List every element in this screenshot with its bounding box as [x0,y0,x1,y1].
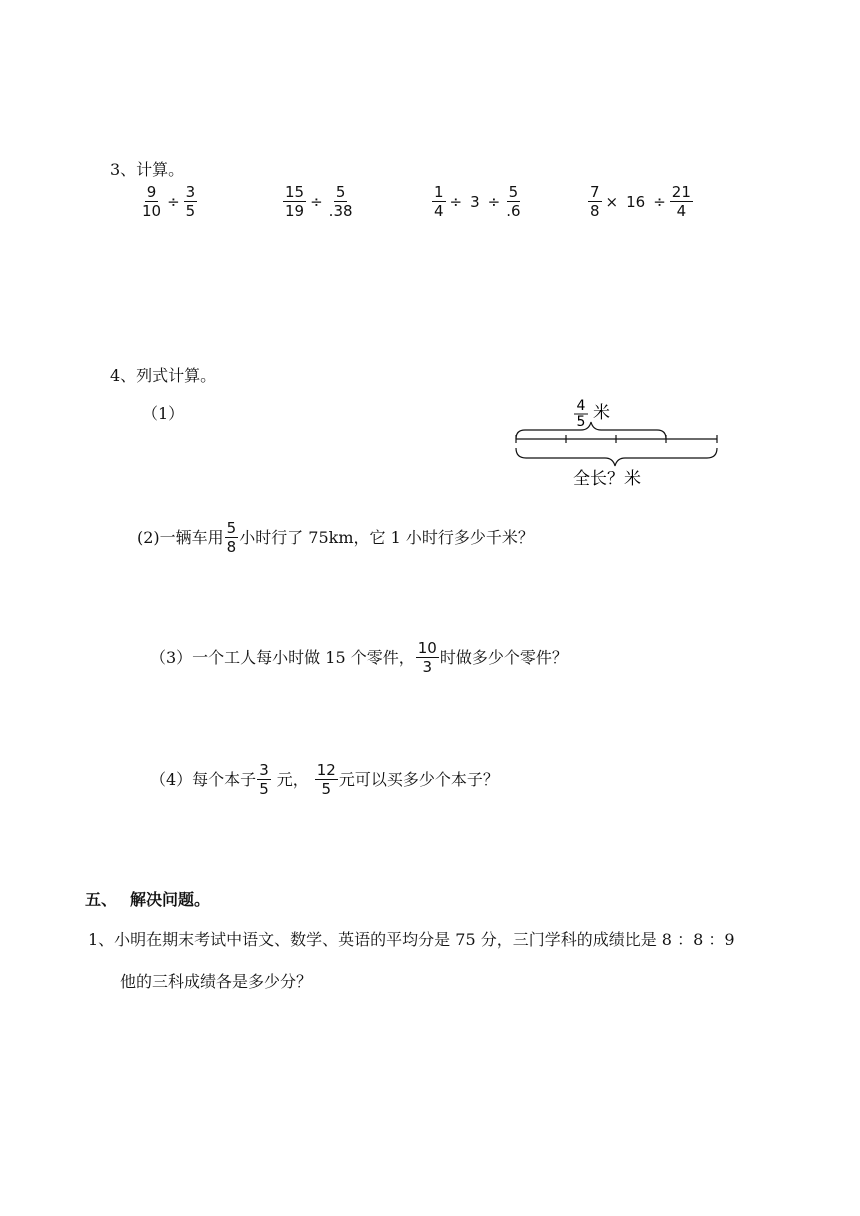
bottom-brace [516,448,717,466]
expression-1 [140,184,197,219]
diagram-top-numerator: 4 [576,398,586,414]
fraction: $\frac{9}{10}$ [142,183,162,220]
divide-sign: ÷ [310,192,323,211]
problem-1-line-1: 1、小明在期末考试中语文、数学、英语的平均分是 75 分，三门学科的成绩比是 8 ：8 ：9 [88,930,735,949]
fraction: $\frac{5}{8}$ [226,519,237,556]
fraction: $\frac{10}{3}$ [417,639,437,676]
expression-3 [432,184,523,219]
problem-1-line-2: 他的三科成绩各是多少分？ [120,972,313,991]
section-4-title: 4、列式计算。 [110,366,217,385]
expression-4 [588,184,693,219]
diagram-bottom-label: 全长？米 [573,469,641,489]
question-2: (2)一辆车用 $\frac{5}{8}$ 小时行了 75km，它 1 小时行多少千米？ [137,519,534,556]
section-3-title: 3、计算。 [110,160,185,179]
divide-sign: ÷ [487,192,501,211]
fraction: $\frac{12}{5}$ [316,761,336,798]
fraction: $\frac{21}{4}$ [671,183,691,220]
top-brace [516,422,666,439]
operand: 3 [470,192,480,211]
divide-sign: ÷ [167,192,180,211]
fraction: $\frac{7}{8}$ [590,183,600,220]
fraction: $\frac{3}{5}$ [185,183,196,220]
expression-2 [283,184,355,219]
diagram-top-denominator: 5 [576,414,586,430]
operand: 16 [626,192,646,211]
fraction: $\frac{3}{5}$ [259,761,269,798]
fraction: $\frac{5}{.38}$ [328,183,353,220]
section-5-title: 解决问题。 [130,890,211,909]
fraction: $\frac{1}{4}$ [434,183,444,220]
section-5-number: 五、 [85,890,118,909]
divide-sign: ÷ [449,192,463,211]
divide-sign: ÷ [653,192,666,211]
segment-diagram [505,392,730,492]
fraction: $\frac{5}{.6}$ [506,183,521,220]
fraction: $\frac{15}{19}$ [285,183,305,220]
multiply-sign: × [605,192,619,211]
question-3: （3）一个工人每小时做 15 个零件， $\frac{10}{3}$ 时做多少个零件？ [150,639,568,676]
question-1-label: （1） [142,404,185,423]
diagram-top-unit: 米 [593,403,610,423]
question-4: （4）每个本子 $\frac{3}{5}$ 元， $\frac{12}{5}$ 元可以买多少个本子？ [150,761,499,798]
